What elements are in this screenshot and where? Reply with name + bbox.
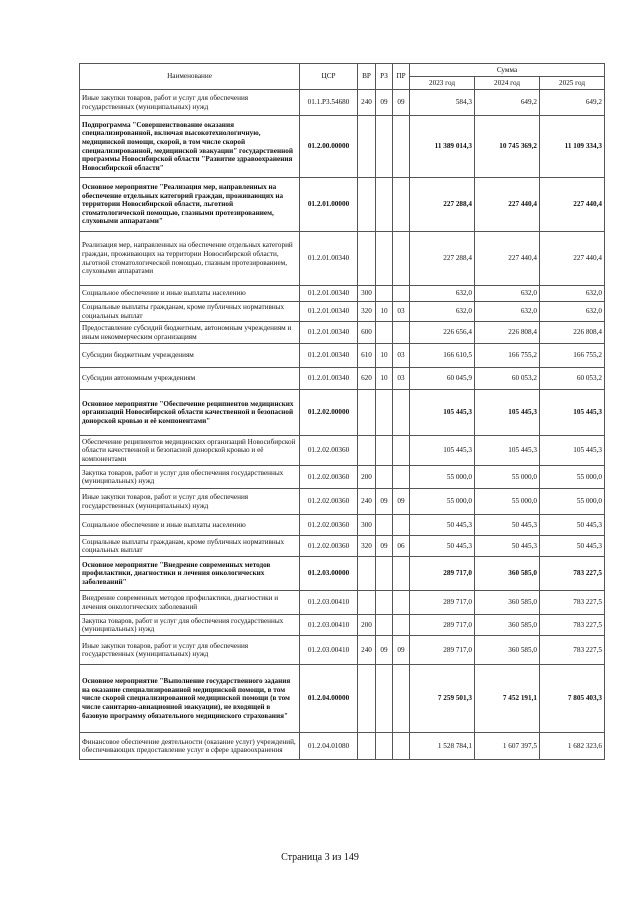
row-vr: 300: [358, 286, 376, 302]
header-year-2025: 2025 год: [540, 77, 605, 90]
row-rz: [376, 515, 393, 536]
row-sum-2025: 60 053,2: [540, 368, 605, 390]
row-vr: 200: [358, 466, 376, 489]
row-sum-2023: 11 389 014,3: [410, 116, 475, 178]
row-pr: 03: [393, 302, 410, 322]
row-sum-2024: 360 585,0: [475, 636, 540, 665]
row-name: Иные закупки товаров, работ и услуг для обеспечения государственных (муниципальных) нужд: [80, 489, 300, 515]
row-sum-2025: 226 808,4: [540, 322, 605, 344]
row-rz: [376, 733, 393, 760]
row-name: Субсидии бюджетным учреждениям: [80, 344, 300, 368]
table-row: [80, 178, 605, 232]
row-pr: 09: [393, 636, 410, 665]
header-sum: Сумма: [410, 64, 605, 77]
row-name: Основное мероприятие "Реализация мер, направленных на обеспечение отдельных категорий граждан, проживающих на территории Новосибирской области, льготной стоматологической помощью, глазными протезированием, слуховыми аппаратами": [80, 178, 300, 232]
row-pr: 03: [393, 368, 410, 390]
page-number: Страница 3 из 149: [281, 852, 359, 863]
table-row: [80, 390, 605, 436]
row-vr: [358, 591, 376, 615]
row-sum-2024: 50 445,3: [475, 515, 540, 536]
row-name: Закупка товаров, работ и услуг для обеспечения государственных (муниципальных) нужд: [80, 615, 300, 636]
row-sum-2024: 632,0: [475, 286, 540, 302]
row-sum-2023: 289 717,0: [410, 591, 475, 615]
row-csr: 01.2.01.00340: [300, 232, 358, 286]
row-sum-2023: 1 528 784,1: [410, 733, 475, 760]
table-row: [80, 489, 605, 515]
row-sum-2025: 1 682 323,6: [540, 733, 605, 760]
row-name: Основное мероприятие "Обеспечение реципиентов медицинских организаций Новосибирской области качественной и безопасной донорской кровью и её компонентами": [80, 390, 300, 436]
row-rz: [376, 557, 393, 591]
row-sum-2025: 105 445,3: [540, 436, 605, 466]
row-csr: 01.2.01.00000: [300, 178, 358, 232]
row-sum-2023: 55 000,0: [410, 466, 475, 489]
row-pr: [393, 665, 410, 733]
row-vr: [358, 232, 376, 286]
row-sum-2024: 360 585,0: [475, 591, 540, 615]
row-sum-2024: 55 000,0: [475, 489, 540, 515]
row-vr: [358, 436, 376, 466]
row-pr: [393, 178, 410, 232]
table-row: [80, 436, 605, 466]
row-rz: [376, 466, 393, 489]
table-row: [80, 232, 605, 286]
row-name: Обеспечение реципиентов медицинских организаций Новосибирской области качественной и безопасной донорской кровью и её компонентами: [80, 436, 300, 466]
row-sum-2023: 289 717,0: [410, 557, 475, 591]
row-csr: 01.2.03.00410: [300, 615, 358, 636]
row-sum-2025: 783 227,5: [540, 591, 605, 615]
row-vr: 300: [358, 515, 376, 536]
header-vr: ВР: [358, 64, 376, 90]
row-sum-2023: 289 717,0: [410, 636, 475, 665]
row-pr: [393, 515, 410, 536]
row-vr: 320: [358, 302, 376, 322]
row-sum-2024: 227 440,4: [475, 232, 540, 286]
row-vr: [358, 390, 376, 436]
table-row: [80, 636, 605, 665]
table-row: [80, 733, 605, 760]
table-row: [80, 90, 605, 116]
row-pr: 03: [393, 344, 410, 368]
row-sum-2024: 166 755,2: [475, 344, 540, 368]
row-sum-2025: 7 805 403,3: [540, 665, 605, 733]
row-sum-2024: 10 745 369,2: [475, 116, 540, 178]
row-vr: [358, 116, 376, 178]
table-row: [80, 322, 605, 344]
row-sum-2023: 226 656,4: [410, 322, 475, 344]
row-sum-2025: 632,0: [540, 286, 605, 302]
row-vr: [358, 665, 376, 733]
row-csr: 01.2.02.00360: [300, 489, 358, 515]
row-csr: 01.2.01.00340: [300, 368, 358, 390]
row-sum-2023: 227 288,4: [410, 232, 475, 286]
row-rz: [376, 286, 393, 302]
row-pr: [393, 557, 410, 591]
row-csr: 01.2.03.00000: [300, 557, 358, 591]
table-row: [80, 536, 605, 557]
table-body: [80, 90, 605, 760]
row-pr: [393, 733, 410, 760]
row-pr: 06: [393, 536, 410, 557]
row-csr: 01.2.04.00000: [300, 665, 358, 733]
row-rz: 10: [376, 302, 393, 322]
row-csr: 01.2.01.00340: [300, 302, 358, 322]
row-pr: 09: [393, 90, 410, 116]
row-sum-2023: 632,0: [410, 286, 475, 302]
row-rz: [376, 322, 393, 344]
header-year-2023: 2023 год: [410, 77, 475, 90]
row-sum-2024: 226 808,4: [475, 322, 540, 344]
row-name: Закупка товаров, работ и услуг для обеспечения государственных (муниципальных) нужд: [80, 466, 300, 489]
row-pr: [393, 591, 410, 615]
row-csr: 01.2.03.00410: [300, 591, 358, 615]
row-name: Внедрение современных методов профилактики, диагностики и лечения онкологических заболеваний: [80, 591, 300, 615]
row-csr: 01.2.03.00410: [300, 636, 358, 665]
row-pr: [393, 116, 410, 178]
row-sum-2024: 55 000,0: [475, 466, 540, 489]
row-sum-2025: 50 445,3: [540, 515, 605, 536]
row-pr: [393, 436, 410, 466]
row-rz: [376, 436, 393, 466]
row-sum-2025: 11 109 334,3: [540, 116, 605, 178]
row-sum-2025: 783 227,5: [540, 557, 605, 591]
row-pr: [393, 322, 410, 344]
row-vr: 240: [358, 489, 376, 515]
row-sum-2025: 55 000,0: [540, 466, 605, 489]
header-csr: ЦСР: [300, 64, 358, 90]
row-name: Социальное обеспечение и иные выплаты населению: [80, 515, 300, 536]
row-sum-2023: 55 000,0: [410, 489, 475, 515]
row-vr: 200: [358, 615, 376, 636]
row-sum-2025: 649,2: [540, 90, 605, 116]
row-vr: 610: [358, 344, 376, 368]
row-sum-2025: 783 227,5: [540, 636, 605, 665]
row-sum-2024: 105 445,3: [475, 390, 540, 436]
row-name: Социальные выплаты гражданам, кроме публичных нормативных социальных выплат: [80, 536, 300, 557]
row-vr: [358, 557, 376, 591]
row-sum-2024: 60 053,2: [475, 368, 540, 390]
row-sum-2024: 649,2: [475, 90, 540, 116]
header-rz: РЗ: [376, 64, 393, 90]
row-csr: 01.2.01.00340: [300, 344, 358, 368]
row-name: Социальное обеспечение и иные выплаты населению: [80, 286, 300, 302]
row-rz: [376, 116, 393, 178]
row-sum-2023: 289 717,0: [410, 615, 475, 636]
row-name: Основное мероприятие "Выполнение государственного задания на оказание специализированной медицинской помощи, в том числе скорой специализированной медицинской помощи (в том числе санитарно-авиационной эвакуации), не входящей в базовую программу обязательного медицинского страхования": [80, 665, 300, 733]
row-sum-2025: 632,0: [540, 302, 605, 322]
row-name: Основное мероприятие "Внедрение современных методов профилактики, диагностики и лечения онкологических заболеваний": [80, 557, 300, 591]
row-sum-2025: 227 440,4: [540, 232, 605, 286]
row-rz: 10: [376, 368, 393, 390]
row-name: Субсидии автономным учреждениям: [80, 368, 300, 390]
row-sum-2023: 227 288,4: [410, 178, 475, 232]
row-csr: 01.2.02.00360: [300, 436, 358, 466]
row-pr: [393, 390, 410, 436]
row-pr: [393, 232, 410, 286]
row-csr: 01.2.02.00360: [300, 466, 358, 489]
row-name: Иные закупки товаров, работ и услуг для обеспечения государственных (муниципальных) нужд: [80, 636, 300, 665]
header-pr: ПР: [393, 64, 410, 90]
row-vr: 320: [358, 536, 376, 557]
table-row: [80, 116, 605, 178]
budget-table: [79, 63, 605, 760]
table-row: [80, 557, 605, 591]
row-csr: 01.2.01.00340: [300, 322, 358, 344]
row-sum-2023: 105 445,3: [410, 436, 475, 466]
row-sum-2024: 1 607 397,5: [475, 733, 540, 760]
row-sum-2024: 105 445,3: [475, 436, 540, 466]
table-row: [80, 515, 605, 536]
row-rz: 10: [376, 344, 393, 368]
row-pr: [393, 286, 410, 302]
row-vr: [358, 733, 376, 760]
row-sum-2025: 50 445,3: [540, 536, 605, 557]
row-vr: 600: [358, 322, 376, 344]
row-vr: 240: [358, 90, 376, 116]
row-rz: 09: [376, 636, 393, 665]
row-sum-2023: 7 259 501,3: [410, 665, 475, 733]
row-sum-2024: 7 452 191,1: [475, 665, 540, 733]
row-sum-2024: 360 585,0: [475, 615, 540, 636]
row-name: Реализация мер, направленных на обеспечение отдельных категорий граждан, проживающих на территории Новосибирской области, льготной стоматологической помощью, глазным протезированием, слуховыми аппаратами: [80, 232, 300, 286]
row-pr: [393, 466, 410, 489]
row-rz: 09: [376, 489, 393, 515]
row-csr: 01.2.02.00360: [300, 515, 358, 536]
row-sum-2024: 360 585,0: [475, 557, 540, 591]
row-rz: [376, 591, 393, 615]
row-name: Предоставление субсидий бюджетным, автономным учреждениям и иным некоммерческим организациям: [80, 322, 300, 344]
row-csr: 01.2.00.00000: [300, 116, 358, 178]
row-sum-2024: 632,0: [475, 302, 540, 322]
row-sum-2024: 50 445,3: [475, 536, 540, 557]
table-row: [80, 344, 605, 368]
row-csr: 01.2.02.00360: [300, 536, 358, 557]
row-sum-2025: 227 440,4: [540, 178, 605, 232]
row-name: Финансовое обеспечение деятельности (оказание услуг) учреждений, обеспечивающих предоставление услуг в сфере здравоохранения: [80, 733, 300, 760]
row-csr: 01.2.04.01080: [300, 733, 358, 760]
row-sum-2024: 227 440,4: [475, 178, 540, 232]
row-vr: [358, 178, 376, 232]
row-vr: 240: [358, 636, 376, 665]
table-row: [80, 466, 605, 489]
row-name: Подпрограмма "Совершенствование оказания специализированной, включая высокотехнологичную, медицинской помощи, скорой, в том числе скорой специализированной, медицинской эвакуации" государственной программы Новосибирской области "Развитие здравоохранения Новосибирской области": [80, 116, 300, 178]
row-pr: 09: [393, 489, 410, 515]
row-sum-2023: 166 610,5: [410, 344, 475, 368]
row-csr: 01.2.02.00000: [300, 390, 358, 436]
row-csr: 01.2.01.00340: [300, 286, 358, 302]
table-header: [80, 64, 605, 90]
row-pr: [393, 615, 410, 636]
header-year-2024: 2024 год: [475, 77, 540, 90]
table-row: [80, 286, 605, 302]
header-name: Наименование: [80, 64, 300, 90]
table-row: [80, 302, 605, 322]
row-name: Иные закупки товаров, работ и услуг для обеспечения государственных (муниципальных) нужд: [80, 90, 300, 116]
row-rz: [376, 390, 393, 436]
row-vr: 620: [358, 368, 376, 390]
row-sum-2023: 584,3: [410, 90, 475, 116]
row-name: Социальные выплаты гражданам, кроме публичных нормативных социальных выплат: [80, 302, 300, 322]
row-rz: [376, 178, 393, 232]
row-rz: [376, 665, 393, 733]
row-rz: 09: [376, 536, 393, 557]
row-sum-2023: 105 445,3: [410, 390, 475, 436]
row-sum-2023: 632,0: [410, 302, 475, 322]
table-row: [80, 591, 605, 615]
row-sum-2025: 105 445,3: [540, 390, 605, 436]
row-rz: [376, 615, 393, 636]
row-sum-2023: 50 445,3: [410, 536, 475, 557]
row-sum-2023: 50 445,3: [410, 515, 475, 536]
table-row: [80, 665, 605, 733]
row-sum-2025: 166 755,2: [540, 344, 605, 368]
table-row: [80, 368, 605, 390]
row-sum-2025: 55 000,0: [540, 489, 605, 515]
row-sum-2023: 60 045,9: [410, 368, 475, 390]
row-sum-2025: 783 227,5: [540, 615, 605, 636]
row-rz: 09: [376, 90, 393, 116]
table-row: [80, 615, 605, 636]
row-csr: 01.1.Р3.54680: [300, 90, 358, 116]
row-rz: [376, 232, 393, 286]
